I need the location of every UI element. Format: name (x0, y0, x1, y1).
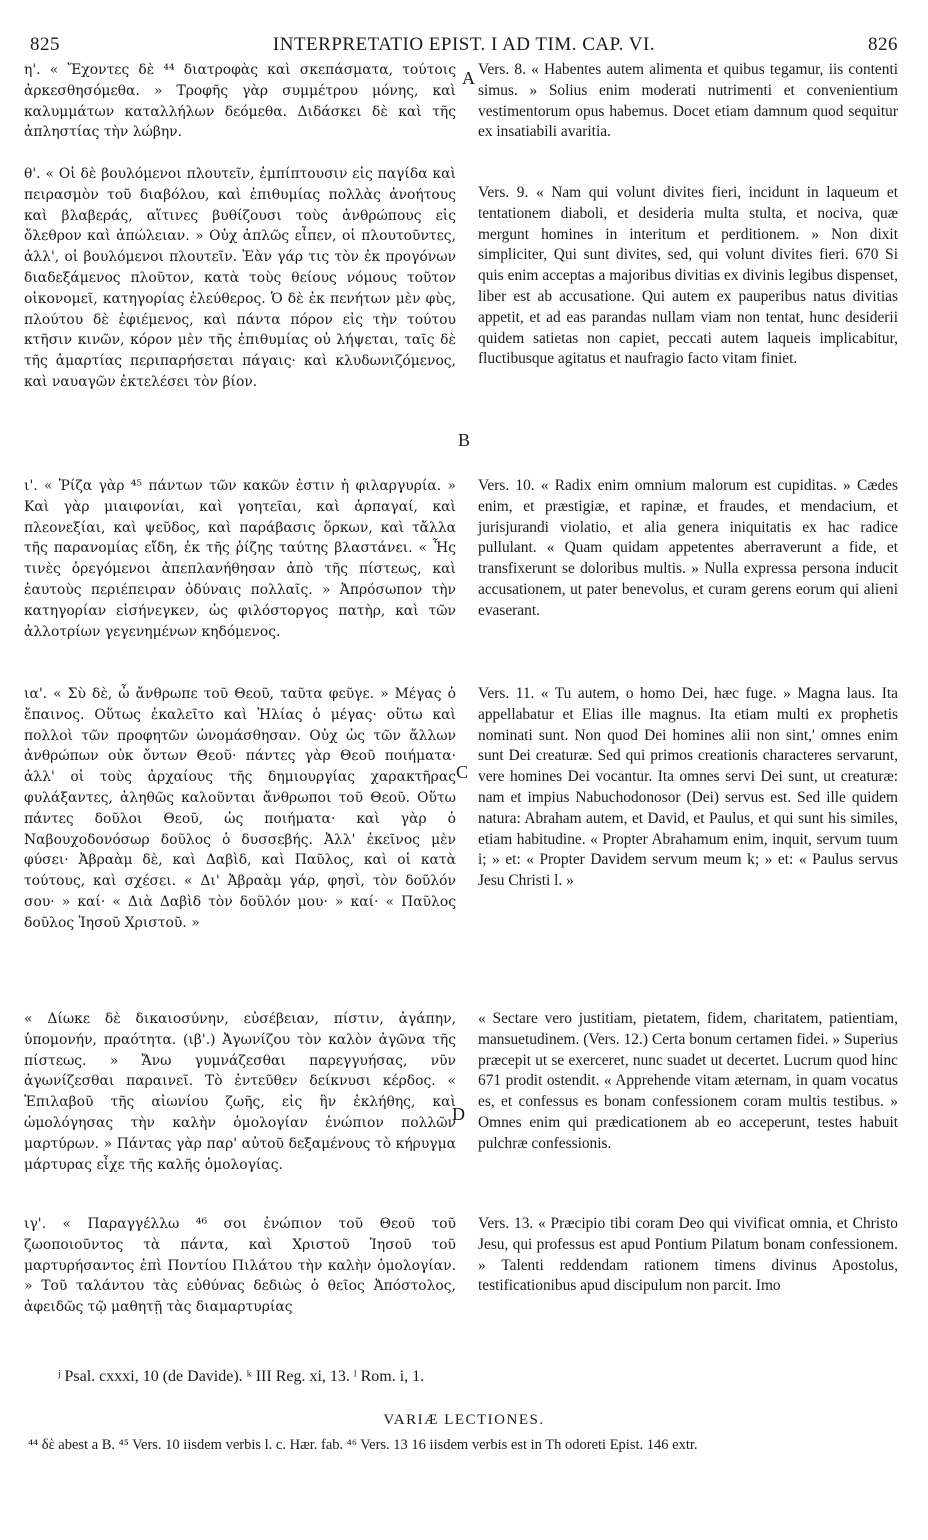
latin-paragraph-v10: Vers. 10. « Radix enim omnium malorum est cupiditas. » Cædes enim, et præstigiæ, et rapinæ, et fraudes, et mendacium, et jurisjurandi violatio, et alia genera iniquitatis ex hac radice pullulant. « Quam quidam appetentes aberraverunt a fide, et transfixerunt se doloribus multis. » Nulla expressa persona inducit accusationem, ut pater benevolus, et curam gerens eorum qui alieni evaserant. (478, 477, 898, 619)
greek-paragraph-v11: ια'. « Σὺ δὲ, ὦ ἄνθρωπε τοῦ Θεοῦ, ταῦτα φεῦγε. » Μέγας ὁ ἔπαινος. Οὕτως ἐκαλεῖτο καὶ Ἠλίας ὁ μέγας· οὕτω καὶ πολλοὶ τῶν προφητῶν ὠνομάσθησαν. Οὐχ ὡς τῶν ἄλλων ἀνθρώπων οὐκ ὄντων Θεοῦ· πάντες γὰρ Θεοῦ ποιήματα· ἀλλ' οἱ τοὺς ἀρχαίους τῆς δημιουργίας χαρακτῆρας φυλάξαντες, ἀληθῶς καλοῦνται ἄνθρωποι τοῦ Θεοῦ. Οὕτω πάντες δοῦλοι Θεοῦ, ὡς ποιήματα· καὶ γὰρ ὁ Ναβουχοδονόσωρ δοῦλος ὁ δυσσεβής. Ἀλλ' ἐκεῖνος μὲν φύσει· Ἀβραὰμ δὲ, καὶ Δαβὶδ, καὶ Παῦλος, καὶ οἱ κατὰ τούτους, καὶ σχέσει. « Δι' Ἀβραὰμ γάρ, φησὶ, τὸν δοῦλόν σου· » καί· « Διὰ Δαβὶδ τὸν δοῦλόν μου· » καί· « Παῦλος δοῦλος Ἰησοῦ Χριστοῦ. » (24, 686, 456, 931)
variae-lectiones-title: VARIÆ LECTIONES. (383, 1412, 545, 1428)
margin-marker-a: A (462, 68, 475, 88)
greek-paragraph-v13: ιγ'. « Παραγγέλλω ⁴⁶ σοι ἐνώπιον τοῦ Θεοῦ τοῦ ζωοποιοῦντος τὰ πάντα, καὶ Χριστοῦ Ἰησοῦ τοῦ μαρτυρήσαντος ἐπὶ Ποντίου Πιλάτου τὴν καλὴν ὁμολογίαν. » Τοῦ ταλάντου τὰς εὐθύνας δεδιὼς ὁ θεῖος Ἀπόστολος, ἀφειδῶς τῷ μαθητῇ τὰς διαμαρτυρίας (24, 1216, 456, 1316)
margin-marker-c: C (456, 762, 469, 782)
latin-paragraph-v12: « Sectare vero justitiam, pietatem, fidem, charitatem, patientiam, mansuetudinem. (Vers. 12.) Certa bonum certamen fidei. » Superius præcepit ut se exerceret, nunc suadet ut decertet. Lucrum quod hinc 671 prodit ostendit. « Apprehende vitam æternam, in quam vocatus es, et confessus es bonam confessionem coram multis testibus. » Omnes enim qui prædicationem ab eo acceperunt, testes habuit pulchræ confessionis. (478, 1010, 898, 1152)
running-title: INTERPRETATIO EPIST. I AD TIM. CAP. VI. (272, 34, 656, 55)
latin-paragraph-v11: Vers. 11. « Tu autem, o homo Dei, hæc fuge. » Magna laus. Ita appellabatur et Elias ille magnus. Ita etiam multi ex prophetis nominati sunt. Non quod Dei homines alii non sint,' omnes enim sunt Dei creaturæ. Sed qui primos creationis characteres servarunt, vere homines Dei vocantur. Ita omnes servi Dei sunt, ut creaturæ: nam et impius Nabuchodonosor (Dei) servus est. Sed ille quidem natura: Abraham autem, et David, et Paulus, et qui sunt his similes, etiam habitudine. « Propter Abrahamum enim, inquit, servum tuum i; » et: « Propter Davidem servum meum k; » et: « Paulus servus Jesu Christi l. » (478, 685, 898, 890)
latin-paragraph-v9: Vers. 9. « Nam qui volunt divites fieri, incidunt in laqueum et tentationem diaboli, et desideria multa stulta, et nociva, quæ mergunt homines in interitum et perditionem. » Non dixit simpliciter, Qui sunt divites, sed, qui volunt divites fieri. 670 Si quis enim acceptas a majoribus divitias ex divinis legibus dispenset, liber est ab accusatione. Qui autem ex pauperibus natus divitias appetit, et ad eas parandas nullam viam non tentat, hunc desiderii quidem satietas non capiet, peccati autem laqueis implicabitur, fluctibusque agitatus et naufragio facto vitam finiet. (478, 184, 898, 368)
latin-paragraph-v8: Vers. 8. « Habentes autem alimenta et quibus tegamur, iis contenti simus. » Solius enim moderati nutrimenti et convenientium vestimentorum opus habemus. Docet etiam damnum quod sequitur ex insatiabili avaritia. (478, 61, 898, 141)
scripture-footnotes: ʲ Psal. cxxxi, 10 (de Davide). ᵏ III Reg. xi, 13. ˡ Rom. i, 1. (58, 1368, 425, 1385)
latin-paragraph-v13: Vers. 13. « Præcipio tibi coram Deo qui vivificat omnia, et Christo Jesu, qui professus est apud Pontium Pilatum bonam confessionem. » Talenti reddendam rationem timens divinus Apostolus, testificationibus apud discipulum non parcit. Imo (478, 1215, 898, 1295)
margin-marker-d: D (452, 1104, 465, 1124)
page-number-right: 826 (868, 34, 898, 55)
greek-paragraph-v8: η'. « Ἔχοντες δὲ ⁴⁴ διατροφὰς καὶ σκεπάσματα, τούτοις ἀρκεσθησόμεθα. » Τροφῆς γὰρ συμμέτρου μόνης, καὶ καλυμμάτων καταλλήλων δεόμεθα. Διδάσκει δὲ καὶ τῆς ἀπληστίας τὴν λώβην. (24, 62, 456, 141)
latin-column (478, 60, 898, 1297)
page-number-left: 825 (30, 34, 60, 55)
greek-paragraph-v12: « Δίωκε δὲ δικαιοσύνην, εὐσέβειαν, πίστιν, ἀγάπην, ὑπομονήν, πραότητα. (ιβ'.) Ἀγωνίζου τὸν καλὸν ἀγῶνα τῆς πίστεως. » Ἄνω γυμνάζεσθαι παρεγγυήσας, νῦν ἀγωνίζεσθαι παραινεῖ. Τὸ ἐντεῦθεν δείκνυσι κέρδος. « Ἐπιλαβοῦ τῆς αἰωνίου ζωῆς, εἰς ἣν ἐκλήθης, καὶ ὡμολόγησας τὴν καλὴν ὁμολογίαν ἐνώπιον πολλῶν μαρτύρων. » Πάντας γὰρ παρ' αὐτοῦ δεξαμένους τὸ κήρυγμα μάρτυρας εἶχε τῆς καλῆς ὁμολογίας. (24, 1011, 456, 1173)
variae-lectiones-text: ⁴⁴ δὲ abest a B. ⁴⁵ Vers. 10 iisdem verbis l. c. Hær. fab. ⁴⁶ Vers. 13 16 iisdem verbis est in Th odoreti Epist. 146 extr. (28, 1437, 698, 1453)
page-header (30, 34, 898, 60)
greek-paragraph-v10: ι'. « Ῥίζα γὰρ ⁴⁵ πάντων τῶν κακῶν ἐστιν ἡ φιλαργυρία. » Καὶ γὰρ μιαιφονίαι, καὶ γοητεῖαι, καὶ ἁρπαγαί, καὶ πλεονεξίαι, καὶ ψεῦδος, καὶ παράβασις ὅρκων, καὶ τἄλλα τῆς παρανομίας εἴδη, ἐκ τῆς ῥίζης ταύτης βλαστάνει. « Ἧς τινὲς ὀρεγόμενοι ἀπεπλανήθησαν ἀπὸ τῆς πίστεως, καὶ ἑαυτοὺς περιέπειραν ὀδύναις πολλαῖς. » Ἀπρόσωπον τὴν κατηγορίαν εἰσήνεγκεν, ὡς φιλόστοργος πατὴρ, καὶ τῶν ἀλλοτρίων γεγενημένων κηδόμενος. (24, 478, 456, 640)
margin-marker-b: B (458, 430, 471, 450)
greek-paragraph-v9: θ'. « Οἱ δὲ βουλόμενοι πλουτεῖν, ἐμπίπτουσιν εἰς παγίδα καὶ πειρασμὸν τοῦ διαβόλου, καὶ ἐπιθυμίας πολλὰς ἀνοήτους καὶ βλαβεράς, αἵτινες βυθίζουσι τοὺς ἀνθρώπους εἰς ὄλεθρον καὶ ἀπώλειαν. » Οὐχ ἁπλῶς εἶπεν, οἱ πλουτοῦντες, ἀλλ', οἱ βουλόμενοι πλουτεῖν. Ἐὰν γάρ τις τὸν ἐκ προγόνων διαδεξάμενος πλοῦτον, κατὰ τοὺς θείους νόμους τοῦτον οἰκονομεῖ, κατηγορίας ἐλεύθερος. Ὁ δὲ ἐκ πενήτων μὲν φὺς, πλούτου δὲ ἐφιέμενος, καὶ πάντα πόρον εἰς τὴν τούτου κτῆσιν κινῶν, κόρον μὲν τῆς ἐπιθυμίας οὐ λήψεται, ταῖς δὲ τῆς ἁμαρτίας περιπαρήσεται πάγαις· καὶ κλυδωνιζόμενος, καὶ ναυαγῶν ἐκτελέσει τὸν βίον. (24, 166, 456, 390)
greek-column (24, 60, 456, 1318)
